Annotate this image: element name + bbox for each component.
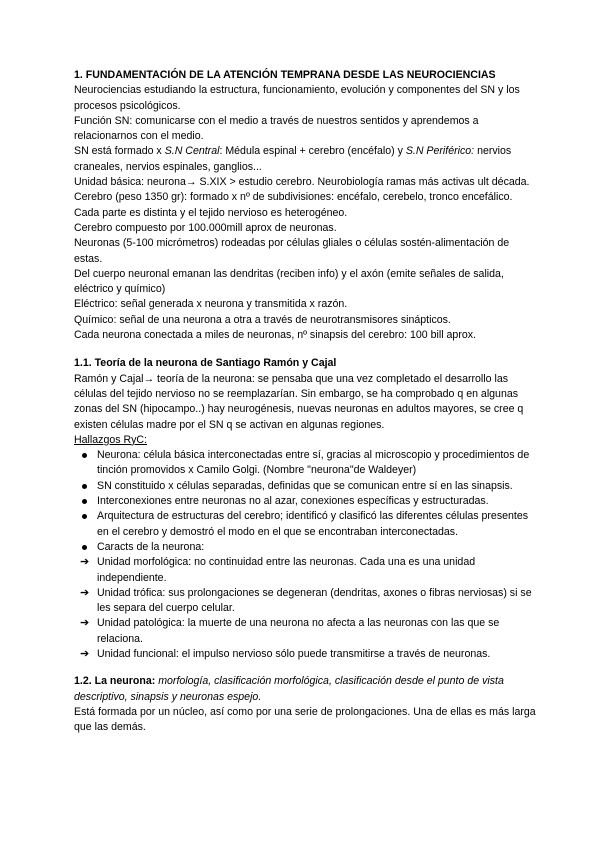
paragraph: Del cuerpo neuronal emanan las dendritas (reciben info) y el axón (emite señales de salida, eléctrico y químico) xyxy=(74,267,504,296)
paragraph: Eléctrico: señal generada x neurona y transmitida x razón. xyxy=(74,298,348,311)
paragraph: Cada neurona conectada a miles de neuronas, nº sinapsis del cerebro: 100 bill aprox. xyxy=(74,329,476,342)
arrow-icon: ➔ xyxy=(80,647,90,660)
list-item-text: Neurona: célula básica interconectadas entre sí, gracias al microscopio y procedimientos de tinción promovidos x Camilo Golgi. (Nombre "neurona"de Waldeyer) xyxy=(97,449,530,477)
section-1-2-heading xyxy=(74,674,536,705)
list-item xyxy=(74,555,536,586)
list-item xyxy=(74,479,536,494)
list-item xyxy=(74,586,536,617)
heading-italic-run: morfología, clasificación morfológica, clasificación desde el punto de vista descriptivo, sinapsis y neuronas espejo. xyxy=(74,675,504,703)
paragraph: Ramón y Cajal→ teoría de la neurona: se pensaba que una vez completado el desarrollo las células del tejido nervioso no se reemplazarían. Sin embargo, se ha comprobado q en algunas zonas del SN (hipocampo..) hay neurogénesis, nuevas neuronas en adultos mayores, se cree q existen células madre por el SN q se activan en algunas regiones. xyxy=(74,372,524,431)
list-item xyxy=(74,494,536,509)
list-item-text: Unidad morfológica: no continuidad entre las neuronas. Cada una es una unidad independiente. xyxy=(97,556,476,584)
paragraph: Neuronas (5-100 micrómetros) rodeadas por células gliales o células sostén-alimentación de estas. xyxy=(74,237,510,265)
list-item-text: Interconexiones entre neuronas no al azar, conexiones específicas y estructuradas. xyxy=(97,495,489,508)
list-item-text: Unidad trófica: sus prolongaciones se degeneran (dendritas, axones o fibras nerviosas) si se les separa del cuerpo celular. xyxy=(97,586,532,615)
document-page xyxy=(74,68,536,735)
list-item xyxy=(74,448,536,479)
list-item-text: Unidad patológica: la muerte de una neurona no afecta a las neuronas con las que se relaciona. xyxy=(97,617,500,645)
text-run: : Médula espinal + cerebro (encéfalo) y xyxy=(219,145,406,158)
arrow-icon: ➔ xyxy=(80,586,90,599)
text-run-italic: S.N Central xyxy=(164,145,220,158)
list-item xyxy=(74,540,536,555)
list-item-text: Arquitectura de estructuras del cerebro; identificó y clasificó las diferentes células presentes en el cerebro y demostró el modo en el que se encontraban interconectadas. xyxy=(97,510,529,538)
section-1-1-heading: 1.1. Teoría de la neurona de Santiago Ramón y Cajal xyxy=(74,357,337,370)
paragraph: Unidad básica: neurona→ S.XIX > estudio cerebro. Neurobiología ramas más activas ult década. xyxy=(74,176,530,189)
list-item xyxy=(74,616,536,647)
paragraph-sn-formado xyxy=(74,144,536,175)
paragraph: Neurociencias estudiando la estructura, funcionamiento, evolución y componentes del SN y los procesos psicológicos. xyxy=(74,84,520,112)
paragraph: Cerebro (peso 1350 gr): formado x nº de subdivisiones: encéfalo, cerebelo, tronco encefálico. Cada parte es distinta y el tejido nervioso es heterogéneo. xyxy=(74,191,513,219)
paragraph: Químico: señal de una neurona a otra a través de neurotransmisores sinápticos. xyxy=(74,313,451,326)
list-item-text: Caracts de la neurona: xyxy=(97,540,205,553)
section-1-heading: 1. FUNDAMENTACIÓN DE LA ATENCIÓN TEMPRANA DESDE LAS NEUROCIENCIAS xyxy=(74,69,496,81)
hallazgos-list xyxy=(74,448,536,662)
text-run: nervios craneales, nervios espinales, ganglios... xyxy=(74,145,512,173)
hallazgos-label: Hallazgos RyC: xyxy=(74,433,148,446)
list-item-text: Unidad funcional: el impulso nervioso sólo puede transmitirse a través de neuronas. xyxy=(97,647,491,660)
paragraph: Cerebro compuesto por 100.000mill aprox de neuronas. xyxy=(74,221,337,234)
paragraph: Está formada por un núcleo, así como por una serie de prolongaciones. Una de ellas es más larga que las demás. xyxy=(74,705,536,734)
heading-bold-run: 1.2. La neurona: xyxy=(74,675,156,688)
list-item xyxy=(74,647,536,662)
list-item-text: SN constituido x células separadas, definidas que se comunican entre sí en las sinapsis. xyxy=(97,479,513,492)
paragraph: Función SN: comunicarse con el medio a través de nuestros sentidos y aprendemos a relacionarnos con el medio. xyxy=(74,114,479,143)
arrow-icon: ➔ xyxy=(80,556,90,569)
text-run-italic: S.N Periférico: xyxy=(405,145,475,158)
list-item xyxy=(74,509,536,540)
arrow-icon: ➔ xyxy=(80,617,90,630)
text-run: SN está formado x xyxy=(74,145,165,158)
